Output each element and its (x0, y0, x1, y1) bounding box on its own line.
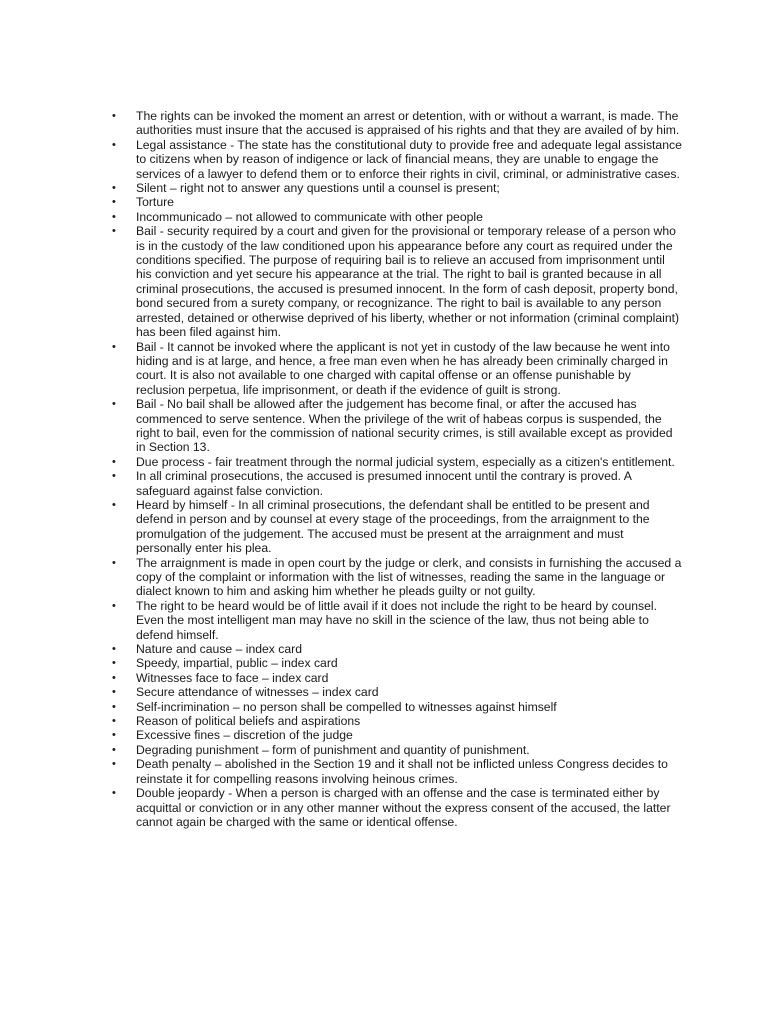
list-item (112, 743, 682, 757)
bullet-icon: • (112, 729, 116, 742)
list-item-text: Bail - security required by a court and given for the provisional or temporary release of a person who is in the custody of the law conditioned upon his appearance before any court as required under the conditions specified. The purpose of requiring bail is to relieve an accused from imprisonment until his conviction and yet secure his appearance at the trial. The right to bail is granted because in all criminal prosecutions, the accused is presumed innocent. In the form of cash deposit, property bond, bond secured from a surety company, or recognizance. The right to bail is available to any person arrested, detained or otherwise deprived of his liberty, whether or not information (criminal complaint) has been filed against him. (136, 224, 680, 340)
list-item (112, 455, 682, 469)
bullet-icon: • (112, 787, 116, 800)
list-item (112, 556, 682, 599)
bullet-icon: • (112, 657, 116, 670)
list-item (112, 498, 682, 556)
list-item-text: The right to be heard would be of little avail if it does not include the right to be heard by counsel. Even the most intelligent man may have no skill in the science of the law, thus not being able to defend himself. (136, 598, 657, 642)
list-item (112, 340, 682, 398)
bullet-icon: • (112, 599, 116, 612)
bullet-icon: • (112, 700, 116, 713)
bullet-icon: • (112, 138, 116, 151)
list-item (112, 642, 682, 656)
list-item-text: Bail - It cannot be invoked where the applicant is not yet in custody of the law because he went into hiding and is at large, and hence, a free man even when he has already been criminally charged in court. It is also not available to one charged with capital offense or an offense punishable by reclusion perpetua, life imprisonment, or death if the evidence of guilt is strong. (136, 339, 670, 397)
list-item (112, 181, 682, 195)
list-item-text: Death penalty – abolished in the Section 19 and it shall not be inflicted unless Congress decides to reinstate it for compelling reasons involving heinous crimes. (136, 757, 668, 786)
list-item-text: Torture (136, 195, 174, 210)
list-item (112, 700, 682, 714)
bullet-icon: • (112, 210, 116, 223)
list-item (112, 210, 682, 224)
bullet-icon: • (112, 110, 116, 122)
list-item-text: Degrading punishment – form of punishment and quantity of punishment. (136, 742, 530, 757)
bullet-icon: • (112, 556, 116, 569)
list-item (112, 671, 682, 685)
list-item (112, 786, 682, 829)
list-item-text: Nature and cause – index card (136, 642, 302, 657)
list-item-text: Bail - No bail shall be allowed after the judgement has become final, or after the accused has commenced to serve sentence. When the privilege of the writ of habeas corpus is suspended, the right to bail, even for the commission of national security crimes, is still available except as provided in Section 13. (136, 397, 673, 455)
list-item-text: Witnesses face to face – index card (136, 670, 329, 685)
list-item-text: In all criminal prosecutions, the accused is presumed innocent until the contrary is proved. A safeguard against false conviction. (136, 469, 632, 498)
list-item (112, 397, 682, 455)
bullet-icon: • (112, 758, 116, 771)
list-item-text: The arraignment is made in open court by the judge or clerk, and consists in furnishing the accused a copy of the complaint or information with the list of witnesses, reading the same in the language or dialect known to him and asking him whether he pleads guilty or not guilty. (136, 555, 682, 599)
list-item-text: The rights can be invoked the moment an arrest or detention, with or without a warrant, is made. The authorities must insure that the accused is appraised of his rights and that they are availed of by him. (136, 109, 680, 138)
list-item-text: Double jeopardy - When a person is charged with an offense and the case is terminated either by acquittal or conviction or in any other manner without the express consent of the accused, the latter cannot again be charged with the same or identical offense. (136, 786, 671, 829)
bullet-list (112, 109, 682, 829)
list-item (112, 195, 682, 209)
list-item (112, 714, 682, 728)
list-item-text: Reason of political beliefs and aspirations (136, 714, 361, 729)
bullet-icon: • (112, 643, 116, 656)
list-item-text: Legal assistance - The state has the constitutional duty to provide free and adequate legal assistance to citizens when by reason of indigence or lack of financial means, they are unable to engage the services of a lawyer to defend them or to enforce their rights in civil, criminal, or administrative cases. (136, 137, 682, 181)
list-item (112, 138, 682, 181)
list-item-text: Incommunicado – not allowed to communicate with other people (136, 209, 483, 224)
bullet-icon: • (112, 686, 116, 699)
list-item (112, 728, 682, 742)
list-item (112, 109, 682, 138)
list-item (112, 599, 682, 642)
bullet-icon: • (112, 470, 116, 483)
bullet-icon: • (112, 743, 116, 756)
bullet-icon: • (112, 398, 116, 411)
bullet-icon: • (112, 455, 116, 468)
list-item-text: Due process - fair treatment through the normal judicial system, especially as a citizen's entitlement. (136, 454, 675, 469)
bullet-icon: • (112, 498, 116, 511)
list-item (112, 757, 682, 786)
bullet-icon: • (112, 340, 116, 353)
bullet-icon: • (112, 225, 116, 238)
list-item-text: Heard by himself - In all criminal prosecutions, the defendant shall be entitled to be present and defend in person and by counsel at every stage of the proceedings, from the arraignment to the promulgation of the judgement. The accused must be present at the arraignment and must personally enter his plea. (136, 497, 650, 556)
list-item (112, 685, 682, 699)
list-item-text: Excessive fines – discretion of the judge (136, 728, 353, 743)
bullet-icon: • (112, 715, 116, 728)
list-item-text: Self-incrimination – no person shall be compelled to witnesses against himself (136, 699, 557, 714)
list-item-text: Speedy, impartial, public – index card (136, 656, 338, 671)
bullet-icon: • (112, 182, 116, 195)
list-item (112, 469, 682, 498)
list-item (112, 656, 682, 670)
bullet-icon: • (112, 196, 116, 209)
list-item (112, 224, 682, 339)
list-item-text: Silent – right not to answer any questions until a counsel is present; (136, 181, 500, 196)
list-item-text: Secure attendance of witnesses – index card (136, 685, 379, 700)
bullet-icon: • (112, 671, 116, 684)
